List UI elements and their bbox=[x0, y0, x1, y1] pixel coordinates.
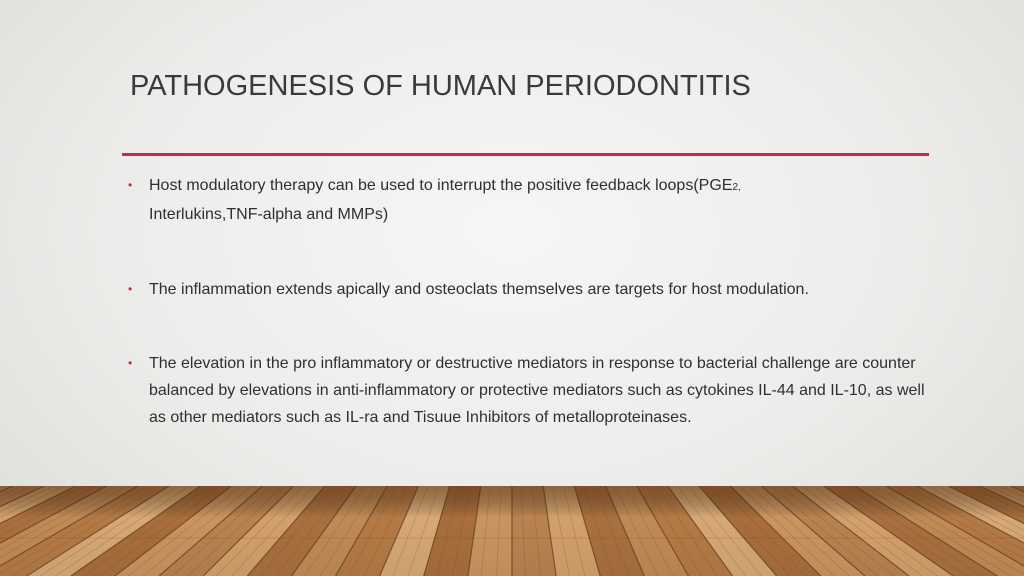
bullet-2-text: The inflammation extends apically and osteoclats themselves are targets for host modulation. bbox=[149, 281, 809, 298]
wood-floor-graphic bbox=[0, 486, 1024, 576]
bullet-item-1 bbox=[128, 172, 939, 228]
bullet-1-subscript: 2, bbox=[732, 182, 741, 193]
bullet-3-text: The elevation in the pro inflammatory or destructive mediators in response to bacterial challenge are counter balanced by elevations in anti-inflammatory or protective mediators such as cytokines IL-44 and IL-10, as well as other mediators such as IL-ra and Tisuue Inhibitors of metalloproteinases. bbox=[149, 355, 925, 426]
bullet-dot-icon: • bbox=[128, 178, 133, 192]
bullet-dot-icon: • bbox=[128, 356, 133, 370]
bullet-1-text: Host modulatory therapy can be used to interrupt the positive feedback loops(PGE bbox=[149, 177, 733, 194]
bullet-1-text-line2: Interlukins,TNF-alpha and MMPs) bbox=[149, 206, 389, 223]
wood-floor-image bbox=[0, 486, 1024, 576]
bullet-item-3 bbox=[128, 350, 939, 431]
bullet-item-2 bbox=[128, 276, 939, 303]
title-divider bbox=[122, 153, 929, 156]
slide-title: PATHOGENESIS OF HUMAN PERIODONTITIS bbox=[130, 70, 751, 102]
bullet-dot-icon: • bbox=[128, 282, 133, 296]
